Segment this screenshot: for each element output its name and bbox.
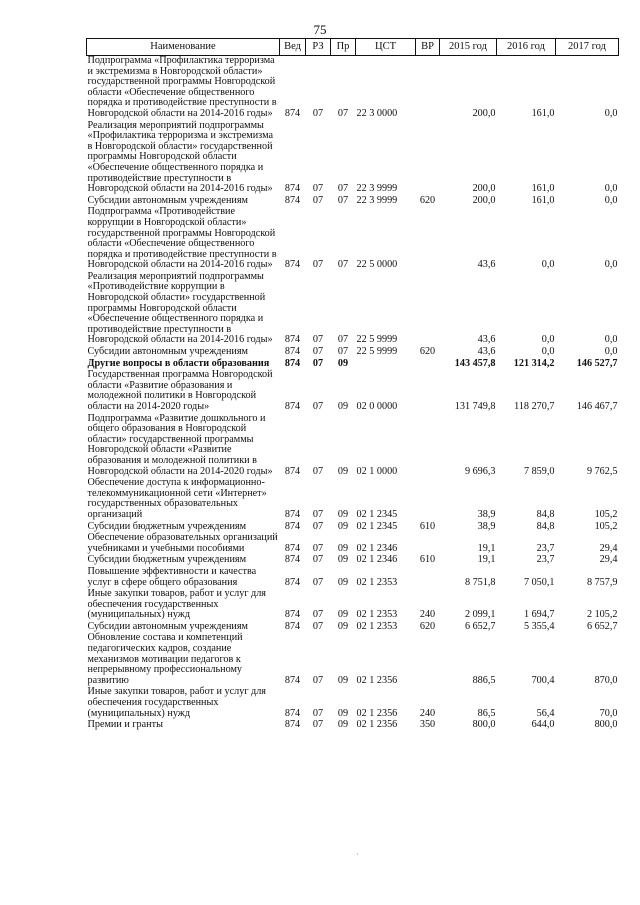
cell-cst: 02 1 2356	[356, 719, 398, 731]
cell-pr: 07	[337, 194, 349, 206]
table-row	[87, 533, 619, 555]
page-number: 75	[313, 22, 327, 37]
cell-pr: 09	[337, 357, 349, 369]
cell-name: Субсидии бюджетным учреждениям	[87, 554, 247, 566]
cell-2016: 0,0	[541, 334, 555, 346]
cell-name: Реализация мероприятий подпрограммы «Противодействие коррупции в Новгородской области» государственной программы Новгородской области «Обеспечение общественного порядка и противодействие преступности в Новгородской области на 2014-2016 годы»	[87, 270, 273, 346]
cell-cst: 22 5 0000	[356, 259, 398, 271]
table-header-row	[87, 39, 619, 56]
table-row	[87, 56, 619, 121]
cell-2017: 0,0	[604, 194, 618, 206]
table-row	[87, 633, 619, 687]
cell-2015: 19,1	[477, 554, 496, 566]
cell-rz: 07	[312, 674, 324, 686]
cell-2016: 84,8	[536, 520, 555, 532]
header-name: Наименование	[87, 39, 280, 56]
cell-vr: 620	[419, 620, 436, 632]
cell-name: Субсидии бюджетным учреждениям	[87, 520, 247, 532]
cell-pr: 09	[337, 508, 349, 520]
cell-cst: 02 0 0000	[356, 401, 398, 412]
header-rz: РЗ	[306, 39, 331, 56]
cell-2017: 6 652,7	[586, 620, 618, 632]
cell-2017: 105,2	[594, 520, 618, 532]
cell-2017: 70,0	[599, 707, 618, 719]
cell-cst: 02 1 2353	[356, 620, 398, 632]
cell-pr: 07	[337, 107, 349, 119]
cell-name: Подпрограмма «Противодействие коррупции в Новгородской области» государственной программы Новгородской области «Обеспечение общественного порядка и противодействие преступности в Новгородской области на 2014-2016 годы»	[87, 206, 277, 271]
cell-2015: 9 696,3	[464, 465, 496, 477]
table-row	[87, 589, 619, 622]
cell-ved: 874	[284, 465, 301, 477]
cell-name: Другие вопросы в области образования	[87, 357, 270, 369]
cell-vr	[416, 272, 440, 347]
cell-cst: 02 1 2356	[356, 674, 398, 686]
cell-rz: 07	[312, 194, 324, 206]
cell-rz: 07	[312, 334, 324, 346]
cell-2016: 23,7	[536, 542, 555, 554]
cell-vr: 620	[419, 346, 436, 358]
cell-vr: 610	[419, 554, 436, 566]
cell-pr: 09	[337, 674, 349, 686]
cell-name: Субсидии автономным учреждениям	[87, 620, 248, 632]
cell-2016: 118 270,7	[514, 401, 555, 412]
cell-2017: 2 105,2	[586, 609, 618, 621]
cell-2017: 29,4	[599, 542, 618, 554]
cell-vr	[416, 56, 440, 121]
cell-vr	[416, 207, 440, 272]
cell-rz: 07	[312, 707, 324, 719]
cell-2016: 7 050,1	[523, 576, 555, 588]
cell-2017: 29,4	[599, 554, 618, 566]
cell-name: Иные закупки товаров, работ и услуг для обеспечения государственных (муниципальных) нужд	[87, 686, 266, 719]
cell-ved: 874	[284, 259, 301, 271]
cell-2016: 56,4	[536, 707, 555, 719]
cell-2017: 0,0	[604, 183, 618, 195]
cell-2017: 0,0	[604, 107, 618, 119]
cell-pr: 09	[337, 576, 349, 588]
cell-pr: 09	[337, 465, 349, 477]
cell-name: Обновление состава и компетенций педагогических кадров, создание механизмов мотивации педагогов к непрерывному профессиональному развитию	[87, 632, 243, 686]
table-row	[87, 478, 619, 521]
cell-cst: 02 1 2353	[356, 576, 398, 588]
cell-2017: 0,0	[604, 259, 618, 271]
table-row	[87, 720, 619, 732]
table-row	[87, 567, 619, 589]
cell-rz: 07	[312, 542, 324, 554]
cell-2017: 146 467,7	[576, 401, 618, 412]
budget-table	[86, 38, 619, 732]
cell-2015: 38,9	[477, 508, 496, 520]
table-row	[87, 207, 619, 272]
cell-2016: 0,0	[541, 346, 555, 358]
cell-cst: 02 1 2345	[356, 520, 398, 532]
cell-vr: 610	[419, 520, 436, 532]
cell-2016: 84,8	[536, 508, 555, 520]
cell-2015: 43,6	[477, 259, 496, 271]
cell-name: Повышение эффективности и качества услуг в сфере общего образования	[87, 565, 257, 588]
cell-2016: 1 694,7	[523, 609, 555, 621]
header-2015: 2015 год	[440, 39, 497, 56]
cell-vr	[416, 414, 440, 479]
cell-pr: 07	[337, 259, 349, 271]
cell-2015: 131 749,8	[454, 401, 496, 412]
cell-pr: 09	[337, 609, 349, 621]
cell-vr: 240	[419, 707, 436, 719]
cell-ved: 874	[284, 346, 301, 358]
header-vr: ВР	[416, 39, 440, 56]
cell-rz: 07	[312, 401, 324, 412]
cell-pr: 07	[337, 346, 349, 358]
cell-cst: 22 3 9999	[356, 183, 398, 195]
cell-pr: 09	[337, 520, 349, 532]
cell-2016: 23,7	[536, 554, 555, 566]
cell-ved: 874	[284, 609, 301, 621]
table-body	[87, 56, 619, 732]
cell-2017: 0,0	[604, 334, 618, 346]
cell-2015: 200,0	[472, 194, 496, 206]
header-pr: Пр	[331, 39, 356, 56]
cell-vr	[416, 370, 440, 413]
cell-rz: 07	[312, 576, 324, 588]
cell-vr	[416, 633, 440, 687]
scan-mark: ·	[356, 850, 359, 859]
cell-2017: 105,2	[594, 508, 618, 520]
cell-2015: 200,0	[472, 183, 496, 195]
cell-cst: 22 5 9999	[356, 334, 398, 346]
cell-2017: 9 762,5	[586, 465, 618, 477]
cell-2015: 43,6	[477, 334, 496, 346]
cell-2015: 886,5	[472, 674, 496, 686]
cell-vr	[416, 121, 440, 196]
cell-name: Обеспечение доступа к информационно-телекоммуникационной сети «Интернет» государственных образовательных организаций	[87, 477, 267, 520]
cell-name: Иные закупки товаров, работ и услуг для обеспечения государственных (муниципальных) нужд	[87, 588, 266, 621]
table-row	[87, 121, 619, 196]
cell-cst: 02 1 2353	[356, 609, 398, 621]
cell-cst: 02 1 0000	[356, 465, 398, 477]
cell-name: Реализация мероприятий подпрограммы «Профилактика терроризма и экстремизма в Новгородской области» государственной программы Новгородской области «Обеспечение общественного порядка и противодействие преступности в Новгородской области на 2014-2016 годы»	[87, 119, 273, 195]
cell-2015: 38,9	[477, 520, 496, 532]
cell-pr: 09	[337, 719, 349, 731]
cell-pr: 09	[337, 401, 349, 412]
cell-2017: 146 527,7	[576, 357, 618, 369]
cell-ved: 874	[284, 401, 301, 412]
cell-2016: 700,4	[531, 674, 555, 686]
cell-rz: 07	[312, 609, 324, 621]
cell-vr	[416, 359, 440, 371]
cell-2016: 121 314,2	[513, 357, 555, 369]
cell-cst: 22 3 9999	[356, 194, 398, 206]
cell-ved: 874	[284, 194, 301, 206]
cell-2015: 43,6	[477, 346, 496, 358]
cell-ved: 874	[284, 707, 301, 719]
cell-cst: 02 1 2345	[356, 508, 398, 520]
cell-ved: 874	[284, 542, 301, 554]
cell-ved: 874	[284, 674, 301, 686]
cell-rz: 07	[312, 620, 324, 632]
cell-2016: 7 859,0	[523, 465, 555, 477]
table-row	[87, 414, 619, 479]
cell-ved: 874	[284, 508, 301, 520]
cell-2015: 2 099,1	[464, 609, 496, 621]
cell-cst: 02 1 2356	[356, 707, 398, 719]
cell-vr: 620	[419, 194, 436, 206]
cell-vr: 240	[419, 609, 436, 621]
cell-rz: 07	[312, 259, 324, 271]
cell-2015: 200,0	[472, 107, 496, 119]
cell-rz: 07	[312, 508, 324, 520]
cell-rz: 07	[312, 357, 324, 369]
cell-2016: 0,0	[541, 259, 555, 271]
cell-vr	[416, 567, 440, 589]
cell-rz: 07	[312, 346, 324, 358]
cell-2016: 161,0	[531, 183, 555, 195]
cell-cst: 02 1 2346	[356, 542, 398, 554]
cell-rz: 07	[312, 465, 324, 477]
cell-2016: 161,0	[531, 194, 555, 206]
cell-rz: 07	[312, 719, 324, 731]
cell-pr: 09	[337, 554, 349, 566]
cell-ved: 874	[284, 357, 301, 369]
cell-cst: 02 1 2346	[356, 554, 398, 566]
table-row	[87, 370, 619, 413]
cell-2017: 8 757,9	[586, 576, 618, 588]
cell-pr: 09	[337, 707, 349, 719]
cell-cst: 22 3 0000	[356, 107, 398, 119]
cell-name: Подпрограмма «Развитие дошкольного и общего образования в Новгородской области» государственной программы Новгородской области «Развитие образования и молодежной политики в Новгородской области на 2014-2020 годы»	[87, 412, 273, 477]
cell-ved: 874	[284, 620, 301, 632]
cell-2015: 6 652,7	[464, 620, 496, 632]
cell-name: Субсидии автономным учреждениям	[87, 194, 248, 206]
cell-vr	[416, 478, 440, 521]
cell-2017: 800,0	[594, 719, 618, 731]
cell-rz: 07	[312, 107, 324, 119]
cell-ved: 874	[284, 183, 301, 195]
cell-ved: 874	[284, 107, 301, 119]
cell-2016: 644,0	[531, 719, 555, 731]
header-2016: 2016 год	[497, 39, 556, 56]
cell-ved: 874	[284, 334, 301, 346]
cell-ved: 874	[284, 554, 301, 566]
cell-vr: 350	[419, 719, 436, 731]
cell-ved: 874	[284, 719, 301, 731]
header-2017: 2017 год	[556, 39, 619, 56]
header-cst: ЦСТ	[356, 39, 416, 56]
table-row	[87, 687, 619, 720]
cell-cst: 22 5 9999	[356, 346, 398, 358]
header-ved: Вед	[280, 39, 306, 56]
table-row	[87, 272, 619, 347]
cell-ved: 874	[284, 520, 301, 532]
cell-2017: 870,0	[594, 674, 618, 686]
cell-rz: 07	[312, 183, 324, 195]
cell-2016: 5 355,4	[523, 620, 555, 632]
cell-pr: 09	[337, 542, 349, 554]
cell-2017: 0,0	[604, 346, 618, 358]
cell-2015: 8 751,8	[464, 576, 496, 588]
cell-name: Субсидии автономным учреждениям	[87, 346, 248, 358]
cell-pr: 07	[337, 334, 349, 346]
cell-2015: 143 457,8	[454, 357, 496, 369]
cell-pr: 07	[337, 183, 349, 195]
cell-2015: 86,5	[477, 707, 496, 719]
cell-ved: 874	[284, 576, 301, 588]
cell-vr	[416, 533, 440, 555]
cell-name: Государственная программа Новгородской области «Развитие образования и молодежной политики в Новгородской области на 2014-2020 годы»	[87, 369, 273, 412]
cell-rz: 07	[312, 520, 324, 532]
cell-rz: 07	[312, 554, 324, 566]
cell-cst	[356, 359, 416, 371]
cell-pr: 09	[337, 620, 349, 632]
cell-2015: 19,1	[477, 542, 496, 554]
table-row	[87, 347, 619, 359]
cell-name: Подпрограмма «Профилактика терроризма и экстремизма в Новгородской области» государственной программы Новгородской области «Обеспечение общественного порядка и противодействие преступности в Новгородской области на 2014-2016 годы»	[87, 55, 277, 119]
cell-2015: 800,0	[472, 719, 496, 731]
cell-name: Премии и гранты	[87, 719, 163, 731]
cell-name: Обеспечение образовательных организаций учебниками и учебными пособиями	[87, 532, 278, 554]
cell-2016: 161,0	[531, 107, 555, 119]
